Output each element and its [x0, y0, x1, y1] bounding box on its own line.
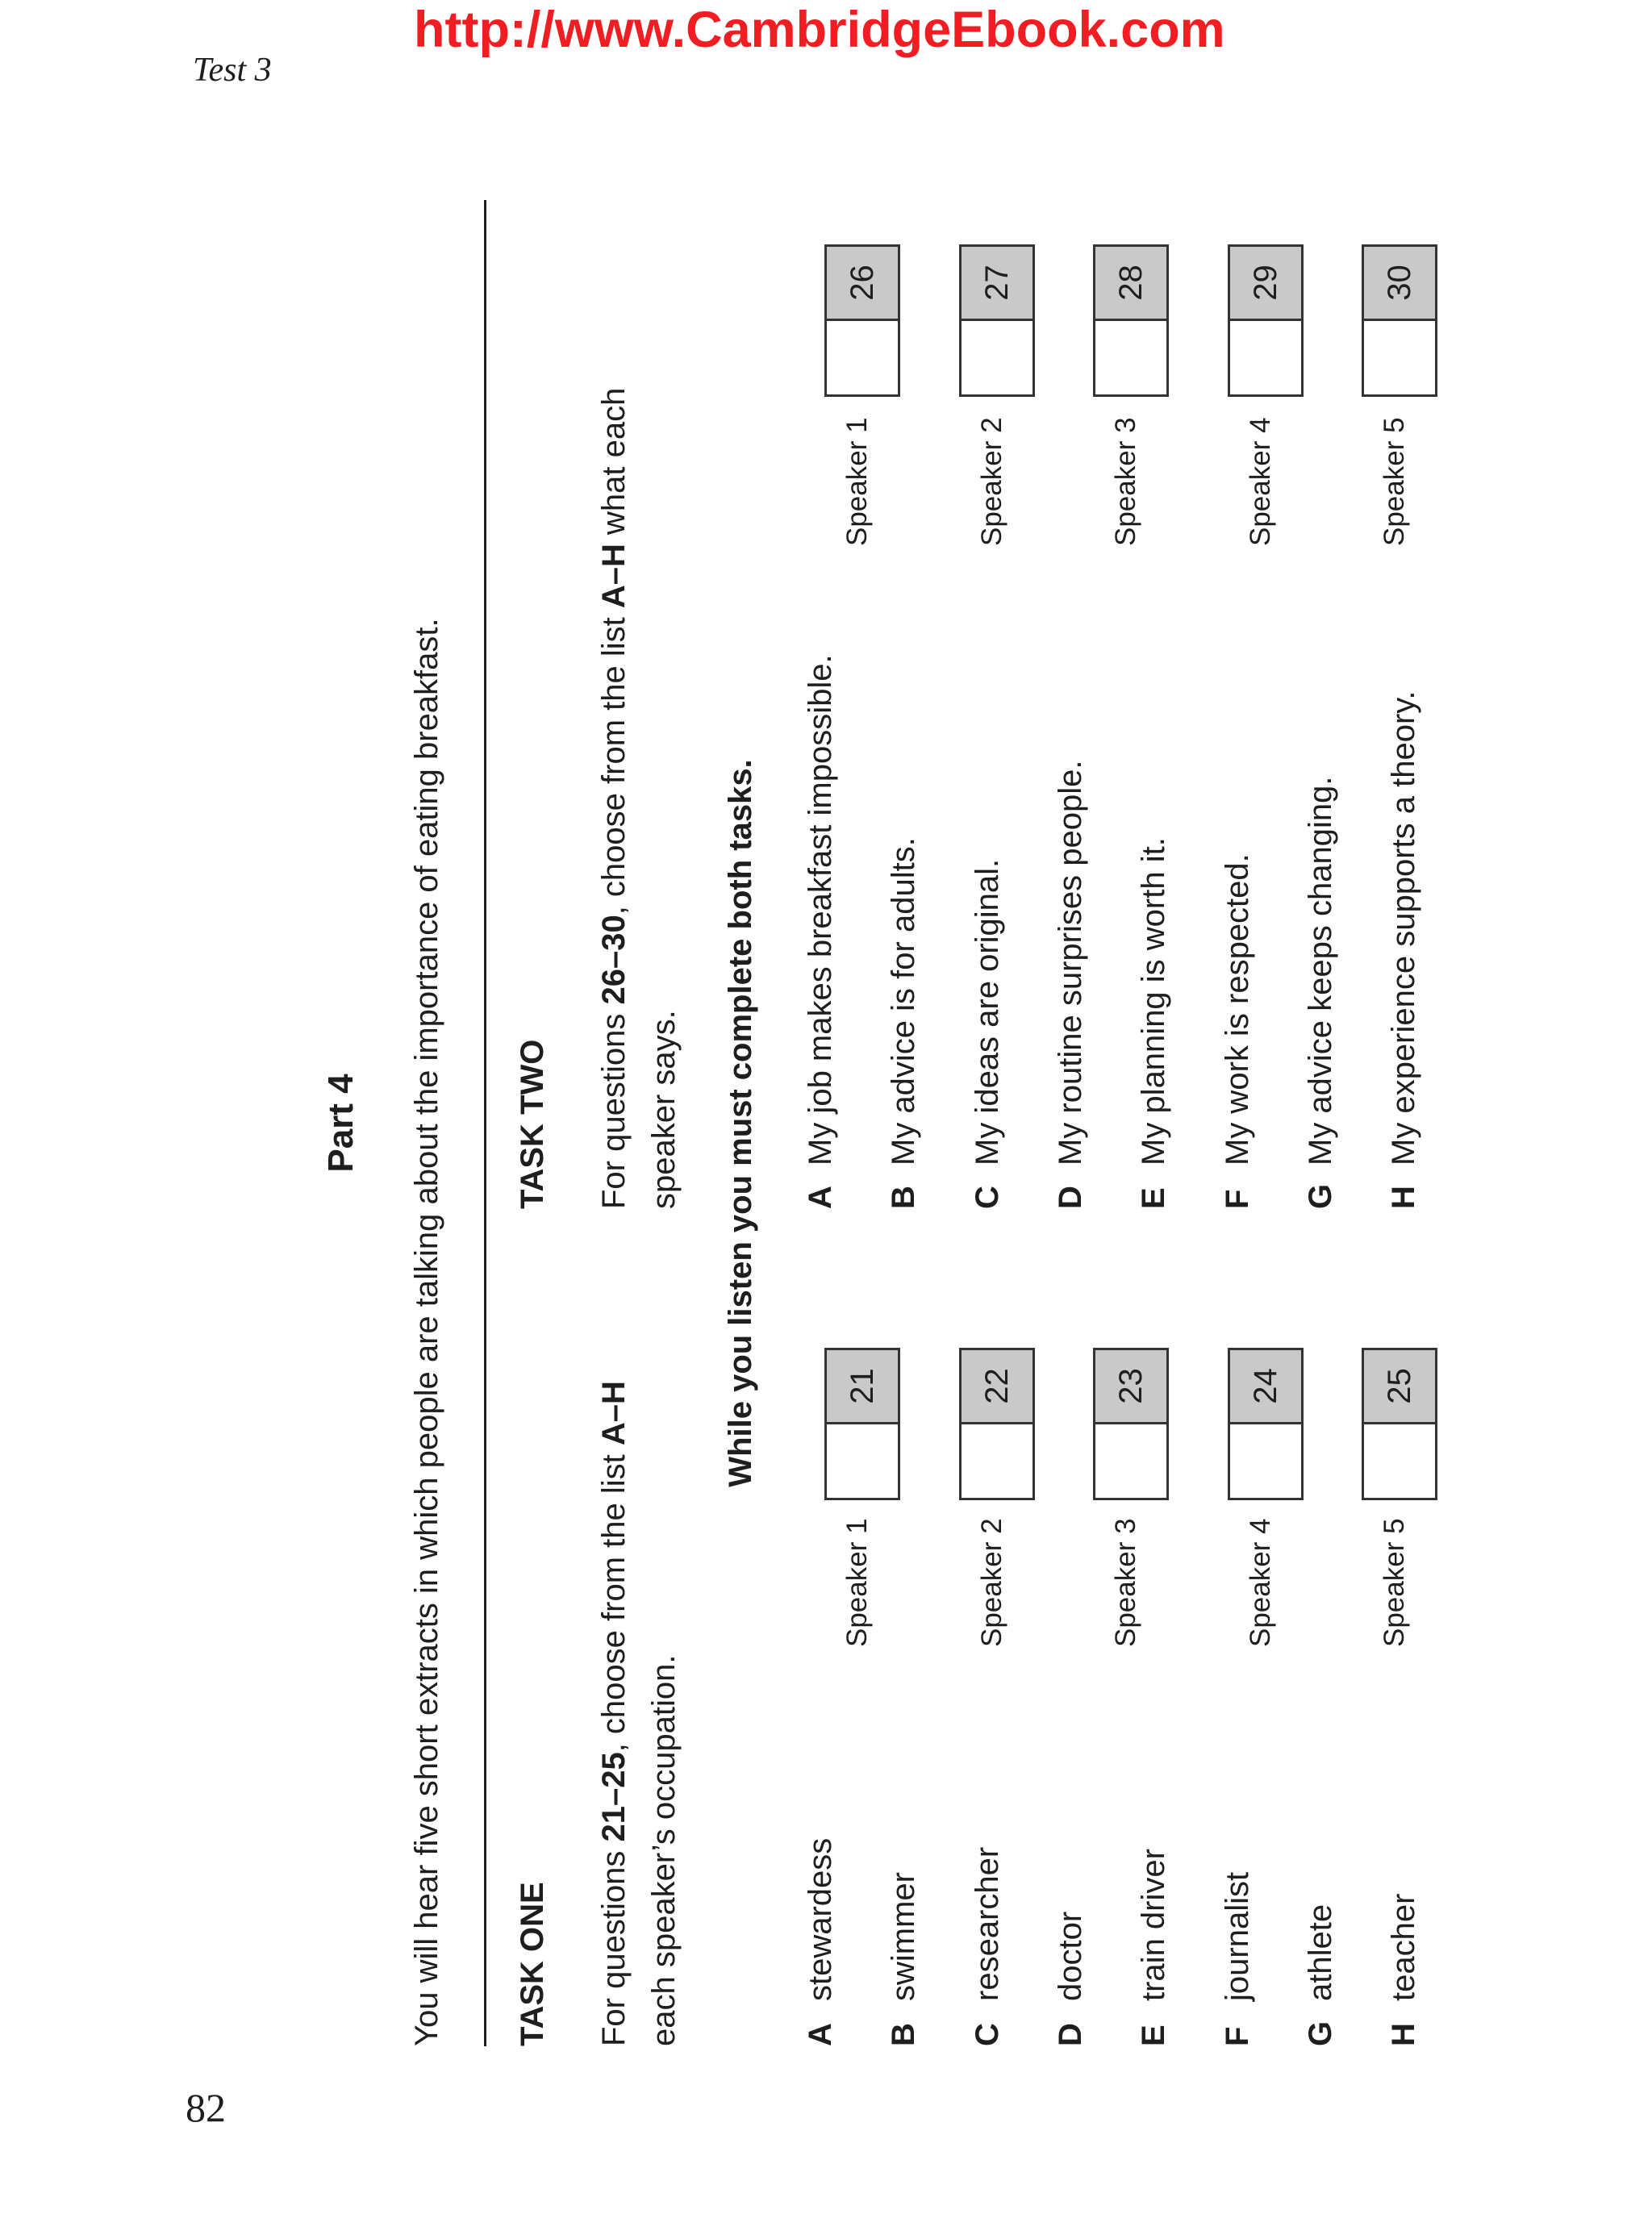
question-number: 23	[1095, 1350, 1166, 1422]
section-divider	[484, 200, 486, 2046]
answer-entry-cell	[962, 319, 1032, 394]
task-two-option-letter: B	[886, 1186, 921, 1209]
task-two-answer-box	[824, 244, 900, 397]
task-two-option-text: My experience supports a theory.	[1386, 690, 1421, 1165]
part-title: Part 4	[321, 1074, 361, 1173]
task-two-instruction-tail: what each	[596, 387, 632, 544]
answer-entry-cell	[1095, 319, 1166, 394]
question-number: 24	[1230, 1350, 1301, 1422]
task-two-speaker-label: Speaker 5	[1379, 417, 1410, 546]
watermark-url: http://www.CambridgeEbook.com	[414, 2, 1225, 58]
task-two-option-letter: F	[1220, 1189, 1255, 1209]
task-two-speaker-label: Speaker 4	[1245, 417, 1276, 546]
task-two-option-text: My planning is worth it.	[1136, 837, 1171, 1165]
task-one-option-letter: B	[886, 2023, 921, 2046]
task-one-option-letters: A–H	[596, 1381, 632, 1446]
page-number: 82	[186, 2085, 226, 2130]
task-one-answer-box	[824, 1348, 900, 1500]
task-one-instruction-lead: For questions	[596, 1841, 632, 2046]
task-two-option-text: My advice is for adults.	[886, 837, 921, 1165]
complete-both-tasks-note: While you listen you must complete both tasks.	[723, 759, 758, 1487]
answer-entry-cell	[962, 1422, 1032, 1498]
task-two-instruction-line2: speaker says.	[646, 1010, 682, 1209]
task-two-option-text: My work is respected.	[1220, 853, 1255, 1165]
answer-entry-cell	[827, 319, 898, 394]
task-one-option-letter: A	[803, 2023, 838, 2046]
task-one-speaker-label: Speaker 1	[841, 1518, 873, 1647]
question-number: 26	[827, 247, 898, 319]
task-two-option-text: My ideas are original.	[970, 858, 1005, 1165]
task-two-heading: TASK TWO	[515, 1039, 550, 1209]
task-one-speaker-label: Speaker 3	[1110, 1518, 1141, 1647]
task-two-option-letter: G	[1303, 1183, 1338, 1209]
task-one-answer-box	[1093, 1348, 1169, 1500]
task-one-speaker-label: Speaker 2	[976, 1518, 1007, 1647]
question-number: 29	[1230, 247, 1301, 319]
task-one-option-letter: E	[1136, 2024, 1171, 2046]
task-two-speaker-label: Speaker 2	[976, 417, 1007, 546]
answer-entry-cell	[1364, 319, 1435, 394]
task-one-option-letter: H	[1386, 2023, 1421, 2046]
task-one-speaker-label: Speaker 4	[1245, 1518, 1276, 1647]
task-two-option-letter: D	[1053, 1186, 1088, 1209]
task-one-option-text: doctor	[1053, 1911, 1088, 2001]
task-two-speaker-label: Speaker 1	[841, 417, 873, 546]
task-two-answer-box	[1228, 244, 1304, 397]
task-two-option-text: My job makes breakfast impossible.	[803, 654, 838, 1165]
task-two-speaker-label: Speaker 3	[1110, 417, 1141, 546]
task-one-instruction-line2: each speaker’s occupation.	[646, 1654, 682, 2046]
task-one-answer-box	[1362, 1348, 1437, 1500]
task-two-option-letter: H	[1386, 1186, 1421, 1209]
task-two-option-letters: A–H	[596, 544, 632, 609]
question-number: 30	[1364, 247, 1435, 319]
task-one-option-letter: F	[1220, 2026, 1255, 2046]
task-one-option-letter: G	[1303, 2020, 1338, 2046]
answer-entry-cell	[1364, 1422, 1435, 1498]
question-number: 28	[1095, 247, 1166, 319]
task-two-question-range: 26–30	[596, 915, 632, 1005]
task-one-option-text: stewardess	[803, 1837, 838, 2001]
task-one-option-letter: C	[970, 2023, 1005, 2046]
task-one-heading: TASK ONE	[515, 1882, 550, 2046]
running-head: Test 3	[193, 52, 272, 89]
task-two-instruction-line1	[589, 388, 639, 1209]
task-one-speaker-label: Speaker 5	[1379, 1518, 1410, 1647]
task-two-instruction-lead: For questions	[596, 1004, 632, 1209]
task-one-option-text: teacher	[1386, 1893, 1421, 2001]
question-number: 25	[1364, 1350, 1435, 1422]
answer-entry-cell	[827, 1422, 898, 1498]
task-two-option-letter: C	[970, 1186, 1005, 1209]
part-intro: You will hear five short extracts in which people are talking about the importance of eating breakfast.	[409, 618, 444, 2046]
task-two-option-text: My routine surprises people.	[1053, 760, 1088, 1165]
task-one-option-text: swimmer	[886, 1872, 921, 2001]
sideways-exam-body	[321, 200, 1450, 2046]
task-two-option-letter: A	[803, 1186, 838, 1209]
task-two-option-letter: E	[1136, 1187, 1171, 1209]
task-one-instruction-line1	[589, 1381, 639, 2046]
task-one-question-range: 21–25	[596, 1752, 632, 1842]
task-one-option-text: researcher	[970, 1846, 1005, 2001]
task-two-answer-box	[1362, 244, 1437, 397]
answer-entry-cell	[1230, 1422, 1301, 1498]
task-two-instruction-mid: , choose from the list	[596, 608, 632, 915]
task-two-option-text: My advice keeps changing.	[1303, 776, 1338, 1165]
task-one-answer-box	[959, 1348, 1035, 1500]
task-two-answer-box	[1093, 244, 1169, 397]
question-number: 22	[962, 1350, 1032, 1422]
task-one-option-text: athlete	[1303, 1904, 1338, 2001]
task-one-instruction-mid: , choose from the list	[596, 1445, 632, 1753]
task-one-answer-box	[1228, 1348, 1304, 1500]
task-two-answer-box	[959, 244, 1035, 397]
task-one-option-text: journalist	[1220, 1871, 1255, 2001]
question-number: 27	[962, 247, 1032, 319]
task-one-option-text: train driver	[1136, 1849, 1171, 2001]
question-number: 21	[827, 1350, 898, 1422]
answer-entry-cell	[1095, 1422, 1166, 1498]
answer-entry-cell	[1230, 319, 1301, 394]
task-one-option-letter: D	[1053, 2023, 1088, 2046]
